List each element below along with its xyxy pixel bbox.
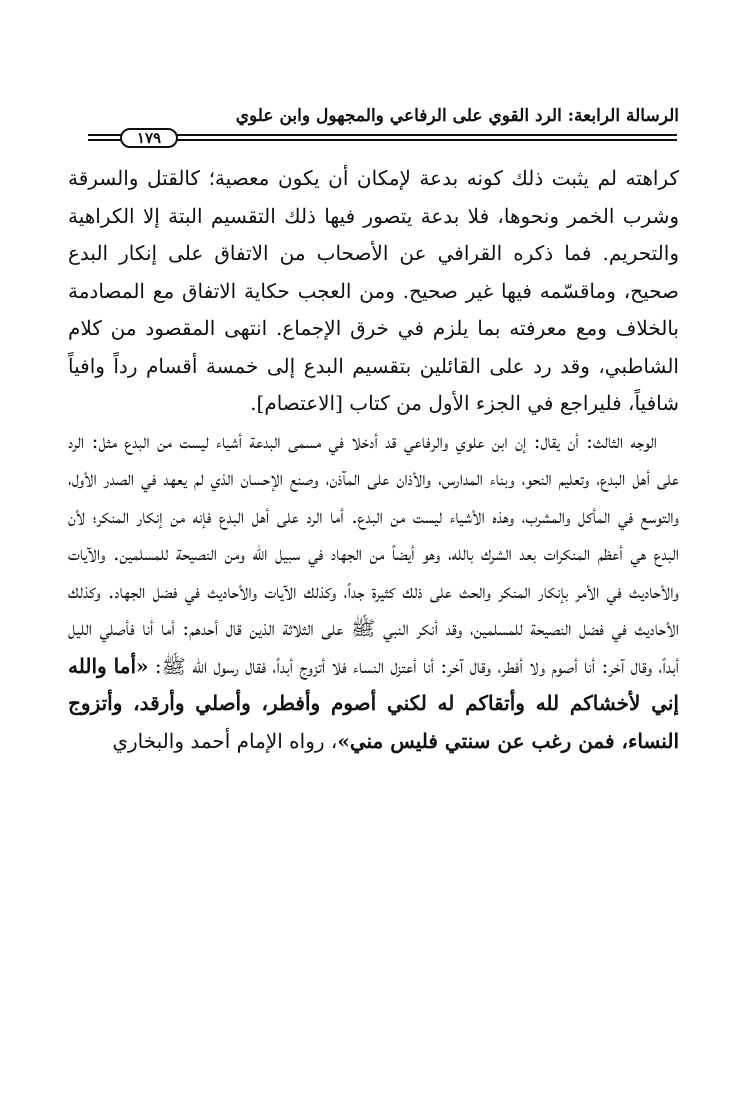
hadith-quote: «أما والله إني لأخشاكم لله وأتقاكم له لكني أصوم وأفطر، وأصلي وأرقد، وأتزوج النساء، فمن رغب عن سنتي فليس مني» [68,653,679,753]
paragraph-2-text: الوجه الثالث: أن يقال: إن ابن علوي والرفاعي قد أدخلا في مسمى البدعة أشياء ليست من البدع مثل: الرد على أهل البدع، وتعليم النحو، وبناء المدارس، والأذان على المآذن، وصنع الإحسان الذي لم يعهد في الصدر الأول، والتوسع في المأكل والمشرب، وهذه الأشياء ليست من البدع. أما الرد على أهل البدع فإنه من إنكار المنكر؛ لأن البدع هي أعظم المنكرات بعد الشرك بالله، وهو أيضاً من الجهاد في سبيل الله ومن النصيحة للمسلمين. والآيات والأحاديث في الأمر بإنكار المنكر والحث على ذلك كثيرة جداً، وكذلك الآيات والأحاديث في فضل الجهاد. وكذلك الأحاديث في فضل النصيحة للمسلمين، وقد أنكر النبي ﷺ على الثلاثة الذين قال أحدهم: أما أنا فأصلي الليل أبداً، وقال آخر: أنا أصوم ولا أفطر، وقال آخر: أنا أعتزل النساء فلا أتزوج أبداً، فقال رسول الله ﷺ: [68,428,679,678]
header-rule [88,128,677,148]
page-number: ١٧٩ [120,128,178,148]
paragraph-1-text: كراهته لم يثبت ذلك كونه بدعة لإمكان أن يكون معصية؛ كالقتل والسرقة وشرب الخمر ونحوها، فلا بدعة يتصور فيها ذلك التقسيم البتة إلا الكراهية والتحريم. فما ذكره القرافي عن الأصحاب من الاتفاق على إنكار البدع صحيح، وماقسّمه فيها غير صحيح. ومن العجب حكاية الاتفاق مع المصادمة بالخلاف ومع معرفته بما يلزم في خرق الإجماع. انتهى المقصود من كلام الشاطبي، وقد رد على القائلين بتقسيم البدع إلى خمسة أقسام رداً وافياً شافياً، فليراجع في الجزء الأول من كتاب [الاعتصام]. [68,166,679,415]
paragraph-2 [68,423,679,761]
running-header: الرسالة الرابعة: الرد القوي على الرفاعي والمجهول وابن علوي [235,106,679,126]
hadith-citation: ، رواه الإمام أحمد والبخاري [112,728,338,753]
paragraph-1 [68,160,679,423]
body-text [68,160,679,760]
